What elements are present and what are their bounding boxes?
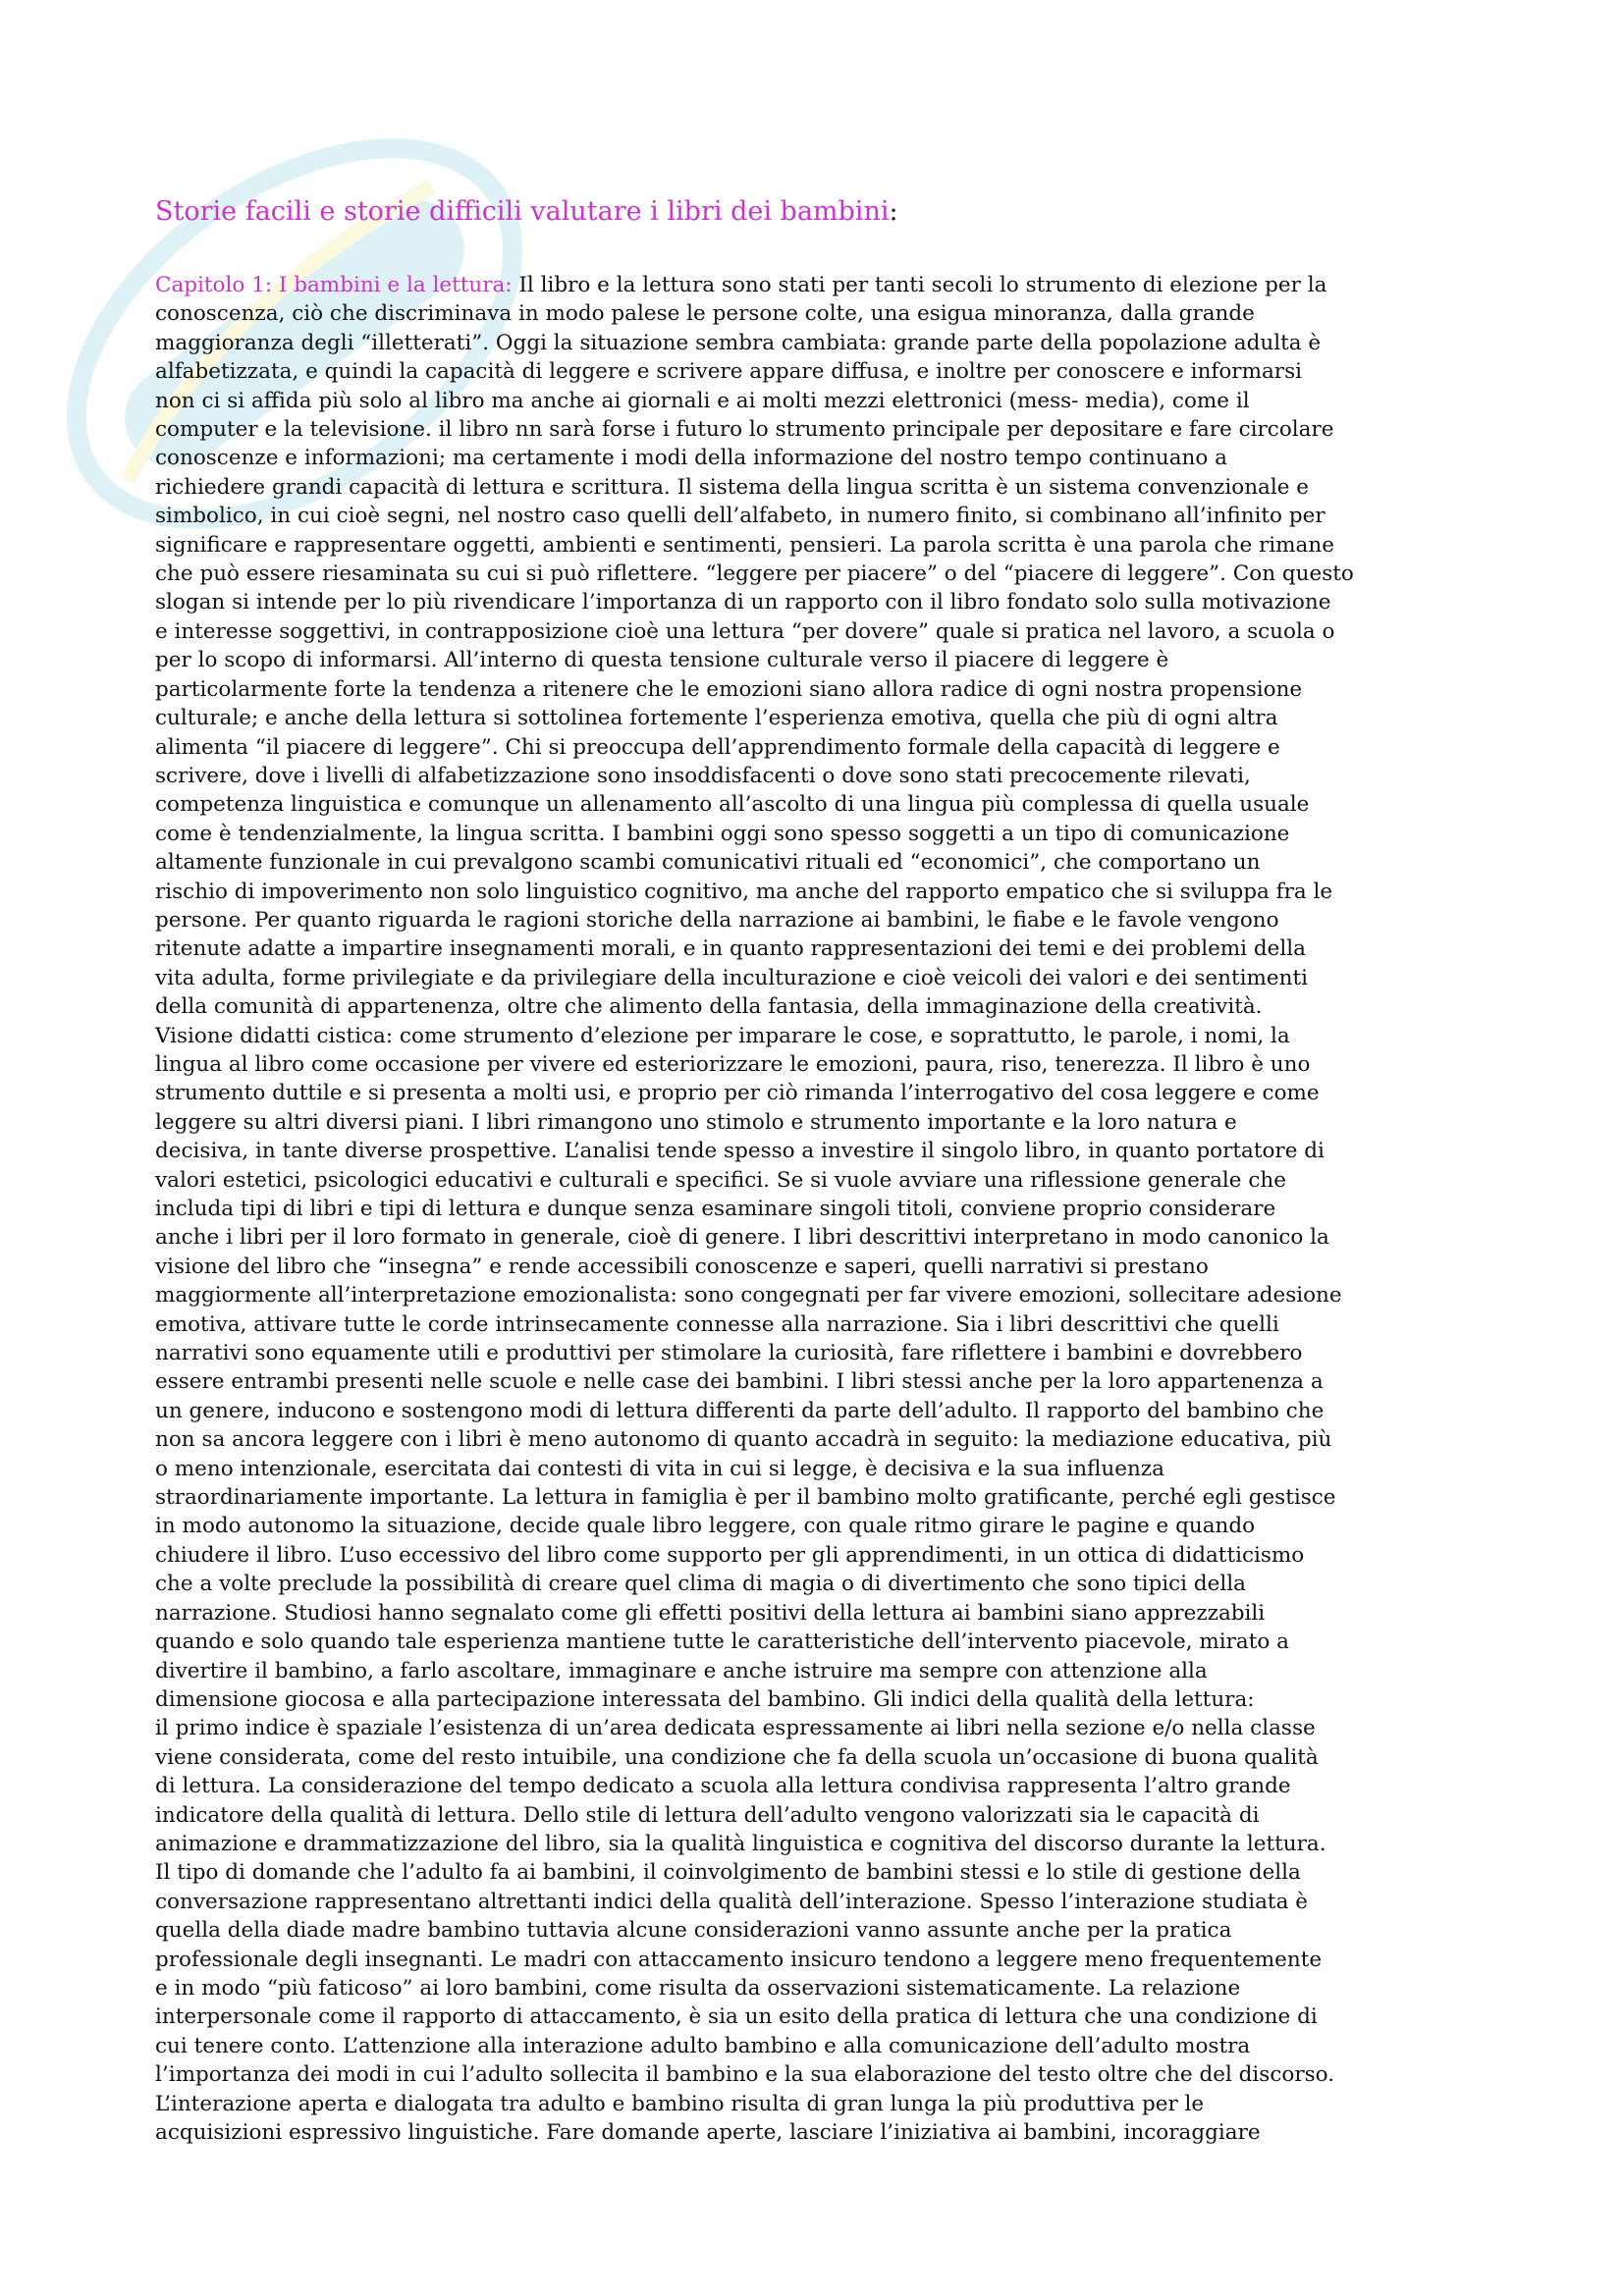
text-line: animazione e drammatizzazione del libro, sia la qualità linguistica e cognitiva del discorso durante la lettura. [155,1831,1326,1856]
text-line: maggiormente all’interpretazione emozionalista: sono congegnati per far vivere emozioni, sollecitare adesione [155,1283,1342,1308]
text-line: di lettura. La considerazione del tempo dedicato a scuola alla lettura condivisa rappresenta l’altro grande [155,1774,1291,1799]
text-line: in modo autonomo la situazione, decide quale libro leggere, con quale ritmo girare le pagine e quando [155,1514,1256,1539]
chapter-heading: Capitolo 1: I bambini e la lettura: [155,273,513,297]
document-title-text: Storie facili e storie difficili valutare i libri dei bambini [155,196,890,227]
text-line: il primo indice è spaziale l’esistenza di un’area dedicata espressamente ai libri nella sezione e/o nella classe [155,1716,1316,1741]
text-line: strumento duttile e si presenta a molti usi, e proprio per ciò rimanda l’interrogativo del cosa leggere e come [155,1081,1320,1106]
text-line: maggioranza degli “illetterati”. Oggi la situazione sembra cambiata: grande parte della popolazione adulta è [155,330,1322,355]
document-body [155,271,1530,2147]
text-line: includa tipi di libri e tipi di lettura e dunque senza esaminare singoli titoli, conviene proprio considerare [155,1197,1276,1221]
text-line: o meno intenzionale, esercitata dai contesti di vita in cui si legge, è decisiva e la sua influenza [155,1456,1164,1481]
text-line: vita adulta, forme privilegiate e da privilegiare della inculturazione e cioè veicoli dei valori e dei sentimenti [155,965,1308,990]
document-page [155,192,1530,2147]
text-line: leggere su altri diversi piani. I libri rimangono uno stimolo e strumento importante e la loro natura e [155,1109,1237,1135]
text-line: visione del libro che “insegna” e rende accessibili conoscenze e saperi, quelli narrativi si prestano [155,1254,1209,1279]
text-line: viene considerata, come del resto intuibile, una condizione che fa della scuola un’occasione di buona qualità [155,1744,1319,1770]
text-line: richiedere grandi capacità di lettura e scrittura. Il sistema della lingua scritta è un sistema convenzionale e [155,474,1310,500]
text-line: dimensione giocosa e alla partecipazione interessata del bambino. Gli indici della qualità della lettura: [155,1686,1255,1712]
text-line: acquisizioni espressivo linguistiche. Fare domande aperte, lasciare l’iniziativa ai bambini, incoraggiare [155,2120,1261,2145]
text-line: particolarmente forte la tendenza a ritenere che le emozioni siano allora radice di ogni nostra propensione [155,676,1303,702]
text-line: indicatore della qualità di lettura. Dello stile di lettura dell’adulto vengono valorizzati sia le capacità di [155,1802,1260,1828]
text-line: conoscenze e informazioni; ma certamente i modi della informazione del nostro tempo continuano a [155,446,1227,471]
text-line: quando e solo quando tale esperienza mantiene tutte le caratteristiche dell’intervento piacevole, mirato a [155,1629,1289,1655]
text-line: cui tenere conto. L’attenzione alla interazione adulto bambino e alla comunicazione dell’adulto mostra [155,2033,1251,2058]
text-line: un genere, inducono e sostengono modi di lettura differenti da parte dell’adulto. Il rapporto del bambino che [155,1398,1325,1423]
text-line: emotiva, attivare tutte le corde intrinsecamente connesse alla narrazione. Sia i libri descrittivi che quelli [155,1311,1279,1337]
text-line: lingua al libro come occasione per vivere ed esteriorizzare le emozioni, paura, riso, tenerezza. Il libro è uno [155,1051,1311,1077]
text-line: competenza linguistica e comunque un allenamento all’ascolto di una lingua più complessa di quella usuale [155,792,1310,818]
text-line: conoscenza, ciò che discriminava in modo palese le persone colte, una esigua minoranza, dalla grande [155,301,1255,327]
text-line: persone. Per quanto riguarda le ragioni storiche della narrazione ai bambini, le fiabe e le favole vengono [155,907,1279,933]
text-line: straordinariamente importante. La lettura in famiglia è per il bambino molto gratificante, perché egli gestisce [155,1485,1336,1511]
text-line: alimenta “il piacere di leggere”. Chi si preoccupa dell’apprendimento formale della capacità di leggere e [155,734,1280,760]
text-line: narrazione. Studiosi hanno segnalato come gli effetti positivi della lettura ai bambini siano apprezzabili [155,1600,1266,1626]
text-line: significare e rappresentare oggetti, ambienti e sentimenti, pensieri. La parola scritta è una parola che rimane [155,532,1334,558]
text-line: narrativi sono equamente utili e produttivi per stimolare la curiosità, fare riflettere i bambini e dovrebbero [155,1341,1303,1366]
text-line: e in modo “più faticoso” ai loro bambini, come risulta da osservazioni sistematicamente. La relazione [155,1975,1241,2001]
text-line: divertire il bambino, a farlo ascoltare, immaginare e anche istruire ma sempre con attenzione alla [155,1658,1208,1683]
text-line: e interesse soggettivi, in contrapposizione cioè una lettura “per dovere” quale si pratica nel lavoro, a scuola o [155,618,1335,644]
text-line: come è tendenzialmente, la lingua scritta. I bambini oggi sono spesso soggetti a un tipo di comunicazione [155,821,1290,846]
text-line: ritenute adatte a impartire insegnamenti morali, e in quanto rappresentazioni dei temi e dei problemi della [155,936,1306,962]
text-line: alfabetizzata, e quindi la capacità di leggere e scrivere appare diffusa, e inoltre per conoscere e informarsi [155,359,1302,385]
text-line: non ci si affida più solo al libro ma anche ai giornali e ai molti mezzi elettronici (mess- media), come il [155,388,1250,413]
text-line: della comunità di appartenenza, oltre che alimento della fantasia, della immaginazione della creatività. [155,994,1263,1020]
text-line [155,271,1530,299]
text-line: non sa ancora leggere con i libri è meno autonomo di quanto accadrà in seguito: la mediazione educativa, più [155,1427,1332,1453]
text-line: l’importanza dei modi in cui l’adulto sollecita il bambino e la sua elaborazione del testo oltre che del discorso. [155,2062,1335,2088]
text-line: conversazione rappresentano altrettanti indici della qualità dell’interazione. Spesso l’interazione studiata è [155,1889,1308,1914]
text-line: L’interazione aperta e dialogata tra adulto e bambino risulta di gran lunga la più produttiva per le [155,2091,1205,2116]
text-line: che a volte preclude la possibilità di creare quel clima di magia o di divertimento che sono tipici della [155,1572,1246,1597]
text-line: slogan si intende per lo più rivendicare l’importanza di un rapporto con il libro fondato solo sulla motivazione [155,590,1331,615]
text-line: interpersonale come il rapporto di attaccamento, è sia un esito della pratica di lettura che una condizione di [155,2004,1318,2030]
chapter-first-line: Il libro e la lettura sono stati per tanti secoli lo strumento di elezione per la [512,273,1327,297]
text-line: computer e la televisione. il libro nn sarà forse i futuro lo strumento principale per depositare e fare circolare [155,417,1334,443]
text-line: Visione didatti cistica: come strumento d’elezione per imparare le cose, e soprattutto, le parole, i nomi, la [155,1023,1290,1048]
text-line: Il tipo di domande che l’adulto fa ai bambini, il coinvolgimento de bambini stessi e lo stile di gestione della [155,1860,1301,1886]
text-line: culturale; e anche della lettura si sottolinea fortemente l’esperienza emotiva, quella che più di ogni altra [155,706,1278,731]
text-line: per lo scopo di informarsi. All’interno di questa tensione culturale verso il piacere di leggere è [155,648,1169,673]
text-line: simbolico, in cui cioè segni, nel nostro caso quelli dell’alfabeto, in numero finito, si combinano all’infinito per [155,504,1325,529]
document-title [155,192,1530,232]
text-line: valori estetici, psicologici educativi e culturali e specifici. Se si vuole avviare una riflessione generale che [155,1167,1286,1193]
text-line: chiudere il libro. L’uso eccessivo del libro come supporto per gli apprendimenti, in un ottica di didatticismo [155,1542,1305,1568]
text-line: decisiva, in tante diverse prospettive. L’analisi tende spesso a investire il singolo libro, in quanto portatore di [155,1139,1325,1164]
text-line: quella della diade madre bambino tuttavia alcune considerazioni vanno assunte anche per la pratica [155,1918,1232,1944]
text-line: che può essere riesaminata su cui si può riflettere. “leggere per piacere” o del “piacere di leggere”. Con questo [155,561,1354,587]
text-line: essere entrambi presenti nelle scuole e nelle case dei bambini. I libri stessi anche per la loro appartenenza a [155,1369,1324,1395]
document-title-colon: : [889,196,898,227]
text-line: anche i libri per il loro formato in generale, cioè di genere. I libri descrittivi interpretano in modo canonico la [155,1225,1329,1251]
text-line: professionale degli insegnanti. Le madri con attaccamento insicuro tendono a leggere meno frequentemente [155,1947,1323,1972]
text-line: altamente funzionale in cui prevalgono scambi comunicativi rituali ed “economici”, che comportano un [155,850,1261,876]
text-line: rischio di impoverimento non solo linguistico cognitivo, ma anche del rapporto empatico che si sviluppa fra le [155,879,1333,904]
text-line: scrivere, dove i livelli di alfabetizzazione sono insoddisfacenti o dove sono stati precocemente rilevati, [155,763,1251,788]
